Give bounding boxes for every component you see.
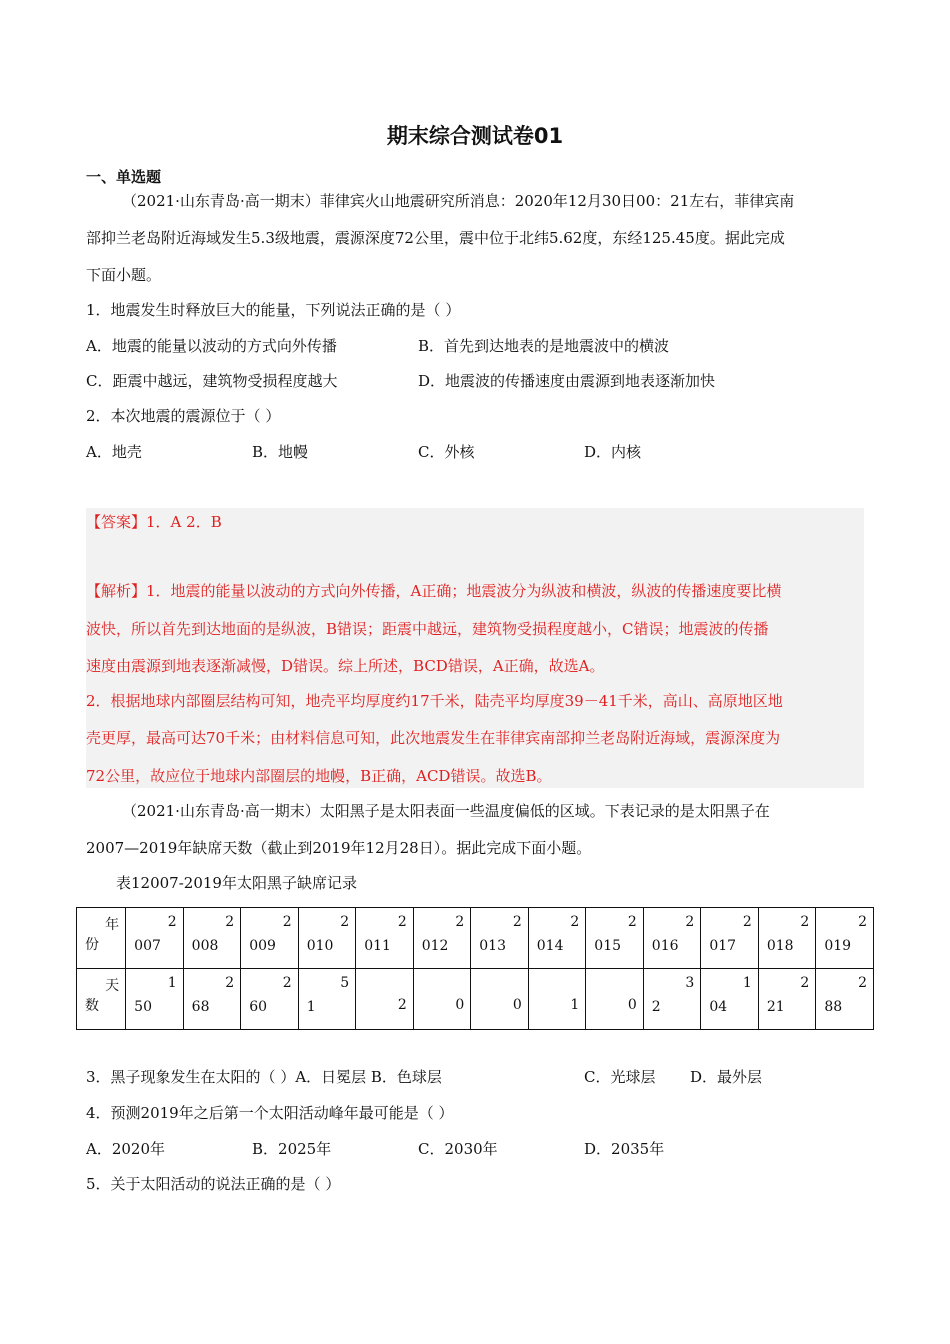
q2-option-a: A．地壳	[86, 443, 142, 461]
table-cell	[816, 908, 874, 969]
cell-text: 2	[282, 975, 292, 991]
analysis-line: 壳更厚，最高可达70千米；由材料信息可知，此次地震发生在菲律宾南部抑兰老岛附近海域，震源深度为	[86, 729, 781, 747]
question-5: 5．关于太阳活动的说法正确的是（ ）	[86, 1175, 341, 1193]
cell-text: 007	[134, 938, 161, 954]
table-cell	[528, 969, 586, 1030]
cell-text: 2	[397, 914, 407, 930]
cell-text: 012	[421, 938, 449, 954]
page-title: 期末综合测试卷01	[386, 124, 564, 148]
cell-text: 2	[225, 975, 235, 991]
table-cell	[298, 969, 356, 1030]
table-cell	[471, 908, 529, 969]
cell-text: 1	[306, 999, 316, 1015]
table-cell	[586, 908, 644, 969]
cell-text: 88	[824, 999, 843, 1015]
q3-option-d: D．最外层	[690, 1068, 763, 1086]
cell-text: 50	[134, 999, 152, 1015]
cell-text: 1	[742, 975, 752, 991]
table-cell	[816, 969, 874, 1030]
analysis-line: 【解析】1．地震的能量以波动的方式向外传播，A正确；地震波分为纵波和横波，纵波的传播速度要比横	[86, 582, 782, 600]
question-2: 2．本次地震的震源位于（ ）	[86, 407, 281, 425]
cell-text: 04	[709, 999, 728, 1015]
table-cell	[126, 908, 184, 969]
q4-option-a: A．2020年	[86, 1140, 166, 1158]
table-caption: 表12007-2019年太阳黑子缺席记录	[116, 874, 357, 892]
cell-text: 008	[191, 938, 219, 954]
cell-text: 2	[800, 975, 810, 991]
table-row-years	[77, 908, 874, 969]
table-cell	[701, 908, 759, 969]
table-cell	[356, 969, 414, 1030]
q2-option-b: B．地幔	[252, 443, 309, 461]
cell-text: 0	[512, 997, 522, 1013]
question-3: 3．黑子现象发生在太阳的（ ）A．日冕层 B．色球层	[86, 1068, 442, 1086]
table-cell	[241, 969, 299, 1030]
table-cell	[758, 969, 816, 1030]
q3-option-c: C．光球层	[584, 1068, 656, 1086]
cell-text: 018	[766, 938, 794, 954]
table-row-days	[77, 969, 874, 1030]
q1-option-c: C．距震中越远，建筑物受损程度越大	[86, 372, 338, 390]
cell-text: 017	[709, 938, 737, 954]
table-cell	[643, 908, 701, 969]
table-cell	[298, 908, 356, 969]
question-1: 1．地震发生时释放巨大的能量，下列说法正确的是（ ）	[86, 301, 461, 319]
table-cell	[183, 969, 241, 1030]
table-header-cell	[77, 969, 126, 1030]
cell-text: 009	[249, 938, 276, 954]
cell-text: 21	[766, 999, 785, 1015]
table-cell	[471, 969, 529, 1030]
cell-text: 2	[167, 914, 177, 930]
section-heading: 一、单选题	[86, 168, 162, 186]
cell-text: 2	[397, 997, 407, 1013]
cell-text: 2	[340, 914, 350, 930]
q1-option-d: D．地震波的传播速度由震源到地表逐渐加快	[418, 372, 716, 390]
passage2-line: （2021·山东青岛·高一期末）太阳黑子是太阳表面一些温度偏低的区域。下表记录的是太阳黑子在	[122, 802, 770, 820]
cell-text: 2	[651, 999, 661, 1015]
cell-text: 013	[479, 938, 506, 954]
cell-text: 天	[105, 978, 120, 994]
sunspot-table	[76, 907, 874, 1030]
cell-text: 68	[191, 999, 210, 1015]
table-cell	[183, 908, 241, 969]
cell-text: 2	[627, 914, 637, 930]
cell-text: 2	[858, 914, 867, 930]
table-header-cell	[77, 908, 126, 969]
q4-option-d: D．2035年	[584, 1140, 665, 1158]
cell-text: 1	[570, 997, 580, 1013]
table-cell	[126, 969, 184, 1030]
analysis-line: 波快，所以首先到达地面的是纵波，B错误；距震中越远，建筑物受损程度越小，C错误；地震波的传播	[86, 620, 769, 638]
cell-text: 2	[225, 914, 235, 930]
cell-text: 2	[858, 975, 867, 991]
cell-text: 2	[685, 914, 695, 930]
table-cell	[701, 969, 759, 1030]
table-cell	[586, 969, 644, 1030]
cell-text: 2	[455, 914, 465, 930]
cell-text: 份	[85, 937, 99, 953]
passage1-line: 部抑兰老岛附近海域发生5.3级地震，震源深度72公里，震中位于北纬5.62度，东经125.45度。据此完成	[86, 229, 785, 247]
analysis-line: 72公里，故应位于地球内部圈层的地幔，B正确，ACD错误。故选B。	[86, 767, 552, 785]
analysis-line: 速度由震源到地表逐渐减慢，D错误。综上所述，BCD错误，A正确，故选A。	[86, 657, 605, 675]
cell-text: 014	[536, 938, 564, 954]
question-4: 4．预测2019年之后第一个太阳活动峰年最可能是（ ）	[86, 1104, 454, 1122]
cell-text: 5	[340, 975, 350, 991]
cell-text: 60	[249, 999, 268, 1015]
q4-option-c: C．2030年	[418, 1140, 498, 1158]
cell-text: 2	[742, 914, 752, 930]
cell-text: 011	[364, 938, 391, 954]
table-cell	[356, 908, 414, 969]
table-cell	[758, 908, 816, 969]
passage1-line: （2021·山东青岛·高一期末）菲律宾火山地震研究所消息：2020年12月30日00：21左右，菲律宾南	[122, 192, 795, 210]
cell-text: 0	[627, 997, 637, 1013]
q1-option-a: A．地震的能量以波动的方式向外传播	[86, 337, 337, 355]
q4-option-b: B．2025年	[252, 1140, 332, 1158]
table-cell	[413, 969, 471, 1030]
cell-text: 2	[570, 914, 580, 930]
passage2-line: 2007—2019年缺席天数（截止到2019年12月28日）。据此完成下面小题。	[86, 839, 592, 857]
cell-text: 019	[824, 938, 852, 954]
cell-text: 1	[167, 975, 177, 991]
cell-text: 016	[651, 938, 679, 954]
table-cell	[241, 908, 299, 969]
cell-text: 3	[685, 975, 695, 991]
answer-text: 【答案】1．A 2．B	[86, 513, 222, 531]
cell-text: 2	[282, 914, 292, 930]
cell-text: 0	[455, 997, 465, 1013]
cell-text: 2	[512, 914, 522, 930]
table-cell	[413, 908, 471, 969]
q2-option-d: D．内核	[584, 443, 642, 461]
cell-text: 数	[85, 998, 99, 1014]
cell-text: 年	[105, 917, 120, 933]
table-cell	[528, 908, 586, 969]
analysis-line: 2．根据地球内部圈层结构可知，地壳平均厚度约17千米，陆壳平均厚度39－41千米，高山、高原地区地	[86, 692, 783, 710]
cell-text: 010	[306, 938, 334, 954]
cell-text: 015	[594, 938, 622, 954]
q1-option-b: B．首先到达地表的是地震波中的横波	[418, 337, 670, 355]
cell-text: 2	[800, 914, 810, 930]
table-cell	[643, 969, 701, 1030]
q2-option-c: C．外核	[418, 443, 475, 461]
passage1-line: 下面小题。	[86, 266, 162, 284]
